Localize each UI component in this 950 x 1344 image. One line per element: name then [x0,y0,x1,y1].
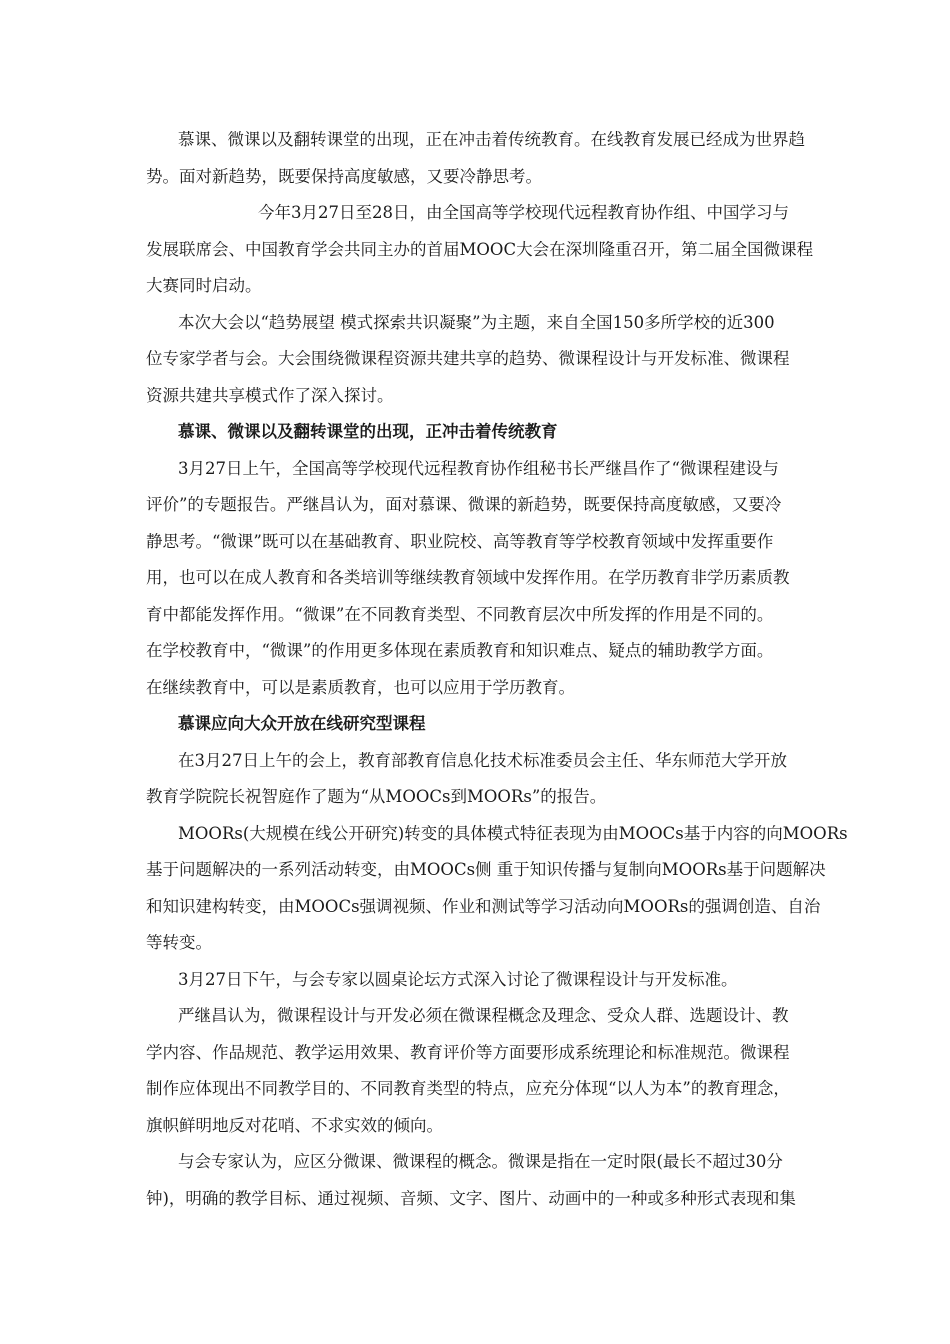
text-line: 资源共建共享模式作了深入探讨。 [146,385,394,405]
text-line: 在学校教育中，“微课”的作用更多体现在素质教育和知识难点、疑点的辅助教学方面。 [146,641,774,660]
text-line: 学内容、作品规范、教学运用效果、教育评价等方面要形成系统理论和标准规范。微课程 [146,1042,790,1062]
text-line: 育中都能发挥作用。“微课”在不同教育类型、不同教育层次中所发挥的作用是不同的。 [146,604,774,624]
text-line: 用，也可以在成人教育和各类培训等继续教育领域中发挥作用。在学历教育非学历素质教 [146,568,790,587]
text-line: 位专家学者与会。大会围绕微课程资源共建共享的趋势、微课程设计与开发标准、微课程 [146,349,790,368]
text-line: 静思考。“微课”既可以在基础教育、职业院校、高等教育等学校教育领域中发挥重要作 [146,531,774,551]
text-line: 钟)，明确的教学目标、通过视频、音频、文字、图片、动画中的一种或多种形式表现和集 [146,1188,796,1208]
text-line: 在继续教育中，可以是素质教育，也可以应用于学历教育。 [146,677,575,697]
text-line: 发展联席会、中国教育学会共同主办的首届MOOC大会在深圳隆重召开，第二届全国微课程 [146,239,814,259]
text-line: 本次大会以“趋势展望 模式探索共识凝聚”为主题，来自全国150多所学校的近300 [178,312,775,332]
text-line: 评价”的专题报告。严继昌认为，面对慕课、微课的新趋势，既要保持高度敏感，又要冷 [146,495,782,514]
text-line: MOORs(大规模在线公开研究)转变的具体模式特征表现为由MOOCs基于内容的向MOORs [178,823,848,843]
text-line: 严继昌认为，微课程设计与开发必须在微课程概念及理念、受众人群、选题设计、教 [178,1006,789,1025]
text-line: 势。面对新趋势，既要保持高度敏感，又要冷静思考。 [146,166,542,186]
text-line: 基于问题解决的一系列活动转变，由MOOCs侧 重于知识传播与复制向MOORs基于问题解决 [146,860,826,879]
section-heading: 慕课、微课以及翻转课堂的出现，正冲击着传统教育 [178,422,558,441]
text-line: 教育学院院长祝智庭作了题为“从MOOCs到MOORs”的报告。 [146,787,607,806]
text-line: 在3月27日上午的会上，教育部教育信息化技术标准委员会主任、华东师范大学开放 [178,750,787,770]
text-line: 今年3月27日至28日，由全国高等学校现代远程教育协作组、中国学习与 [258,203,789,222]
text-line: 3月27日上午，全国高等学校现代远程教育协作组秘书长严继昌作了“微课程建设与 [178,458,779,478]
section-heading: 慕课应向大众开放在线研究型课程 [178,714,426,733]
text-line: 慕课、微课以及翻转课堂的出现，正在冲击着传统教育。在线教育发展已经成为世界趋 [178,130,805,149]
text-line: 与会专家认为，应区分微课、微课程的概念。微课是指在一定时限(最长不超过30分 [178,1152,783,1171]
text-line: 3月27日下午，与会专家以圆桌论坛方式深入讨论了微课程设计与开发标准。 [178,969,738,989]
text-line: 等转变。 [146,933,212,952]
text-line: 制作应体现出不同教学目的、不同教育类型的特点，应充分体现“以人为本”的教育理念， [146,1079,790,1098]
text-line: 大赛同时启动。 [146,276,262,295]
text-line: 旗帜鲜明地反对花哨、不求实效的倾向。 [146,1115,443,1135]
document-body [0,122,950,1217]
text-line: 和知识建构转变，由MOOCs强调视频、作业和测试等学习活动向MOORs的强调创造、自治 [146,896,821,916]
